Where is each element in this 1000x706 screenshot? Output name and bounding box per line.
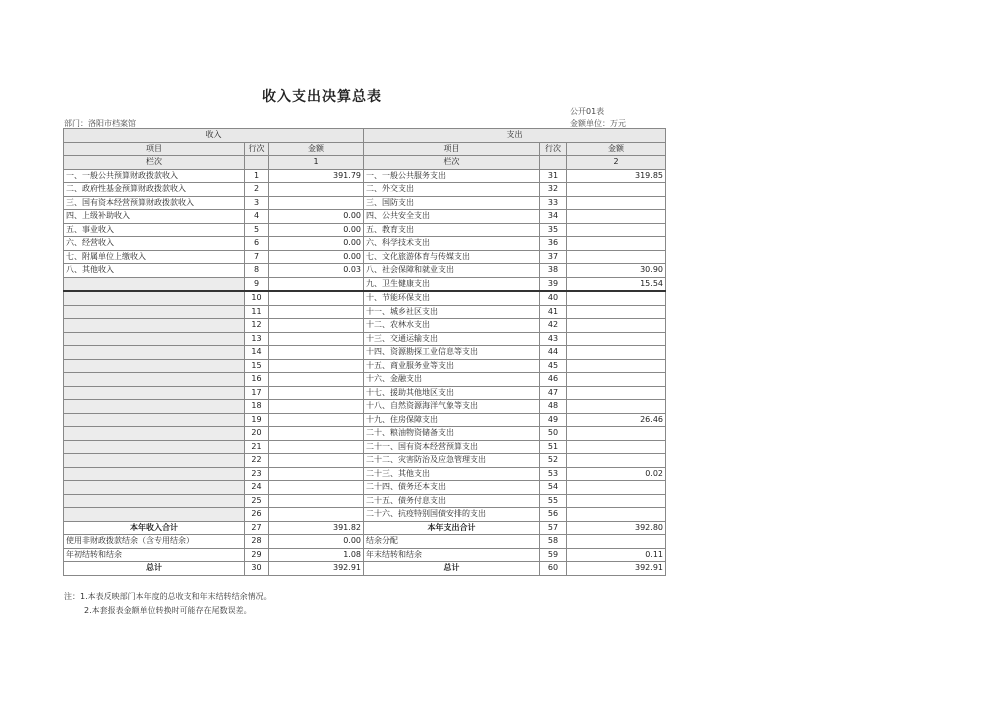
income-amount <box>269 277 364 291</box>
income-amount <box>269 427 364 441</box>
income-line: 2 <box>245 183 269 197</box>
income-amount <box>269 305 364 319</box>
table-row <box>64 237 666 251</box>
expense-total-amount <box>567 535 666 549</box>
income-line: 14 <box>245 346 269 360</box>
income-amount <box>269 359 364 373</box>
expense-total-amount: 0.11 <box>567 548 666 562</box>
income-line: 8 <box>245 264 269 278</box>
expense-amount <box>567 508 666 522</box>
income-total-item: 年初结转和结余 <box>64 548 245 562</box>
expense-item: 四、公共安全支出 <box>364 210 540 224</box>
expense-item: 二、外交支出 <box>364 183 540 197</box>
column-header-row <box>64 142 666 156</box>
expense-column-number: 2 <box>567 156 666 170</box>
expense-item: 十七、援助其他地区支出 <box>364 386 540 400</box>
expense-item: 二十二、灾害防治及应急管理支出 <box>364 454 540 468</box>
report-title: 收入支出决算总表 <box>262 89 382 105</box>
income-item <box>64 305 245 319</box>
income-column-number: 1 <box>269 156 364 170</box>
expense-item: 十四、资源勘探工业信息等支出 <box>364 346 540 360</box>
income-item <box>64 400 245 414</box>
expense-line: 47 <box>540 386 567 400</box>
income-total-item: 使用非财政拨款结余（含专用结余） <box>64 535 245 549</box>
expense-amount <box>567 237 666 251</box>
expense-amount-header: 金额 <box>567 142 666 156</box>
footnotes <box>64 590 272 618</box>
expense-column-label: 栏次 <box>364 156 540 170</box>
expense-amount <box>567 454 666 468</box>
income-line: 22 <box>245 454 269 468</box>
expense-line: 50 <box>540 427 567 441</box>
income-amount <box>269 291 364 305</box>
table-row <box>64 291 666 305</box>
table-row <box>64 264 666 278</box>
income-line: 3 <box>245 196 269 210</box>
income-line: 20 <box>245 427 269 441</box>
income-item <box>64 427 245 441</box>
expense-item: 二十六、抗疫特别国债安排的支出 <box>364 508 540 522</box>
income-total-line: 30 <box>245 562 269 576</box>
income-amount: 0.00 <box>269 250 364 264</box>
income-amount-header: 金额 <box>269 142 364 156</box>
income-line: 18 <box>245 400 269 414</box>
table-row <box>64 250 666 264</box>
expense-line: 42 <box>540 319 567 333</box>
expense-line: 51 <box>540 440 567 454</box>
income-item: 五、事业收入 <box>64 223 245 237</box>
total-row <box>64 535 666 549</box>
income-line: 5 <box>245 223 269 237</box>
expense-item: 六、科学技术支出 <box>364 237 540 251</box>
expense-line: 39 <box>540 277 567 291</box>
income-item <box>64 291 245 305</box>
income-item <box>64 440 245 454</box>
expense-item: 十八、自然资源海洋气象等支出 <box>364 400 540 414</box>
section-header-row <box>64 129 666 143</box>
income-item <box>64 319 245 333</box>
column-number-row <box>64 156 666 170</box>
table-row <box>64 481 666 495</box>
income-line: 12 <box>245 319 269 333</box>
income-line: 16 <box>245 373 269 387</box>
income-line: 17 <box>245 386 269 400</box>
table-row <box>64 413 666 427</box>
income-amount <box>269 332 364 346</box>
expense-item: 十六、金融支出 <box>364 373 540 387</box>
income-amount <box>269 346 364 360</box>
expense-line: 31 <box>540 169 567 183</box>
income-line: 9 <box>245 277 269 291</box>
form-number: 公开01表 <box>570 107 605 116</box>
income-item: 四、上级补助收入 <box>64 210 245 224</box>
income-amount <box>269 454 364 468</box>
expense-line: 49 <box>540 413 567 427</box>
income-item <box>64 277 245 291</box>
expense-amount <box>567 223 666 237</box>
income-amount <box>269 183 364 197</box>
expense-item-header: 项目 <box>364 142 540 156</box>
expense-amount <box>567 305 666 319</box>
income-line: 7 <box>245 250 269 264</box>
expense-amount <box>567 427 666 441</box>
expense-amount <box>567 400 666 414</box>
expense-item: 二十五、债务付息支出 <box>364 494 540 508</box>
expense-line: 38 <box>540 264 567 278</box>
income-total-amount: 392.91 <box>269 562 364 576</box>
expense-amount <box>567 481 666 495</box>
income-total-item: 本年收入合计 <box>64 521 245 535</box>
expense-amount <box>567 183 666 197</box>
income-item <box>64 413 245 427</box>
expense-item: 七、文化旅游体育与传媒支出 <box>364 250 540 264</box>
income-item <box>64 386 245 400</box>
income-item <box>64 481 245 495</box>
amount-unit-label: 金额单位：万元 <box>570 119 626 128</box>
income-amount: 0.03 <box>269 264 364 278</box>
expense-line: 52 <box>540 454 567 468</box>
table-row <box>64 373 666 387</box>
income-amount <box>269 494 364 508</box>
table-row <box>64 346 666 360</box>
expense-item: 二十四、债务还本支出 <box>364 481 540 495</box>
expense-amount <box>567 291 666 305</box>
income-item <box>64 454 245 468</box>
income-line: 21 <box>245 440 269 454</box>
income-amount: 391.79 <box>269 169 364 183</box>
expense-item: 一、一般公共服务支出 <box>364 169 540 183</box>
expense-amount <box>567 332 666 346</box>
income-line: 10 <box>245 291 269 305</box>
expense-item: 二十、粮油物资储备支出 <box>364 427 540 441</box>
expense-item: 五、教育支出 <box>364 223 540 237</box>
expense-line: 56 <box>540 508 567 522</box>
expense-amount: 30.90 <box>567 264 666 278</box>
table-row <box>64 400 666 414</box>
income-line-header: 行次 <box>245 142 269 156</box>
expense-line: 33 <box>540 196 567 210</box>
income-total-line: 27 <box>245 521 269 535</box>
income-expense-table <box>63 128 666 576</box>
expense-amount <box>567 346 666 360</box>
expense-item: 三、国防支出 <box>364 196 540 210</box>
table-row <box>64 210 666 224</box>
expense-amount <box>567 319 666 333</box>
table-row <box>64 467 666 481</box>
income-amount <box>269 319 364 333</box>
expense-section-header: 支出 <box>364 129 666 143</box>
income-total-line: 28 <box>245 535 269 549</box>
expense-total-line: 60 <box>540 562 567 576</box>
income-line: 23 <box>245 467 269 481</box>
income-amount: 0.00 <box>269 237 364 251</box>
income-amount <box>269 481 364 495</box>
income-line: 19 <box>245 413 269 427</box>
footnote-2: 2.本套报表金额单位转换时可能存在尾数误差。 <box>84 606 252 615</box>
table-row <box>64 440 666 454</box>
table-row <box>64 508 666 522</box>
table-row <box>64 277 666 291</box>
income-item <box>64 332 245 346</box>
table-row <box>64 332 666 346</box>
income-item-header: 项目 <box>64 142 245 156</box>
expense-line: 54 <box>540 481 567 495</box>
expense-total-line: 59 <box>540 548 567 562</box>
expense-amount <box>567 250 666 264</box>
expense-line: 32 <box>540 183 567 197</box>
income-amount <box>269 386 364 400</box>
income-line: 6 <box>245 237 269 251</box>
table-row <box>64 427 666 441</box>
expense-line: 41 <box>540 305 567 319</box>
income-line: 25 <box>245 494 269 508</box>
expense-amount <box>567 196 666 210</box>
expense-item: 九、卫生健康支出 <box>364 277 540 291</box>
expense-line-header: 行次 <box>540 142 567 156</box>
expense-line: 45 <box>540 359 567 373</box>
expense-total-item: 总计 <box>364 562 540 576</box>
expense-total-line: 58 <box>540 535 567 549</box>
income-amount: 0.00 <box>269 210 364 224</box>
table-row <box>64 319 666 333</box>
income-total-amount: 391.82 <box>269 521 364 535</box>
income-line: 11 <box>245 305 269 319</box>
footnote-1: 注：1.本表反映部门本年度的总收支和年末结转结余情况。 <box>64 592 272 601</box>
expense-amount <box>567 359 666 373</box>
expense-line: 34 <box>540 210 567 224</box>
expense-line-blank <box>540 156 567 170</box>
expense-line: 46 <box>540 373 567 387</box>
table-row <box>64 196 666 210</box>
table-row <box>64 454 666 468</box>
table-row <box>64 386 666 400</box>
income-item: 二、政府性基金预算财政拨款收入 <box>64 183 245 197</box>
income-item: 三、国有资本经营预算财政拨款收入 <box>64 196 245 210</box>
expense-total-item: 年末结转和结余 <box>364 548 540 562</box>
income-line: 26 <box>245 508 269 522</box>
expense-item: 十五、商业服务业等支出 <box>364 359 540 373</box>
expense-amount: 319.85 <box>567 169 666 183</box>
expense-item: 十三、交通运输支出 <box>364 332 540 346</box>
expense-amount <box>567 440 666 454</box>
income-amount: 0.00 <box>269 223 364 237</box>
table-row <box>64 183 666 197</box>
income-total-amount: 1.08 <box>269 548 364 562</box>
income-amount <box>269 196 364 210</box>
income-item <box>64 373 245 387</box>
table-row <box>64 223 666 237</box>
income-item <box>64 359 245 373</box>
income-item: 一、一般公共预算财政拨款收入 <box>64 169 245 183</box>
total-row <box>64 521 666 535</box>
expense-line: 44 <box>540 346 567 360</box>
income-total-line: 29 <box>245 548 269 562</box>
expense-line: 35 <box>540 223 567 237</box>
expense-amount: 0.02 <box>567 467 666 481</box>
income-amount <box>269 373 364 387</box>
expense-total-item: 本年支出合计 <box>364 521 540 535</box>
expense-item: 八、社会保障和就业支出 <box>364 264 540 278</box>
expense-amount <box>567 494 666 508</box>
expense-item: 十九、住房保障支出 <box>364 413 540 427</box>
expense-total-amount: 392.91 <box>567 562 666 576</box>
expense-item: 十二、农林水支出 <box>364 319 540 333</box>
expense-line: 43 <box>540 332 567 346</box>
income-amount <box>269 508 364 522</box>
total-row <box>64 562 666 576</box>
expense-total-line: 57 <box>540 521 567 535</box>
expense-amount <box>567 210 666 224</box>
income-total-amount: 0.00 <box>269 535 364 549</box>
income-item: 八、其他收入 <box>64 264 245 278</box>
expense-item: 十一、城乡社区支出 <box>364 305 540 319</box>
expense-line: 53 <box>540 467 567 481</box>
expense-line: 55 <box>540 494 567 508</box>
income-line: 15 <box>245 359 269 373</box>
income-amount <box>269 467 364 481</box>
expense-amount <box>567 386 666 400</box>
expense-item: 二十一、国有资本经营预算支出 <box>364 440 540 454</box>
table-row <box>64 494 666 508</box>
income-column-label: 栏次 <box>64 156 245 170</box>
expense-item: 二十三、其他支出 <box>364 467 540 481</box>
income-line: 1 <box>245 169 269 183</box>
income-amount <box>269 413 364 427</box>
expense-amount: 15.54 <box>567 277 666 291</box>
expense-line: 48 <box>540 400 567 414</box>
income-item: 六、经营收入 <box>64 237 245 251</box>
expense-amount <box>567 373 666 387</box>
income-line: 4 <box>245 210 269 224</box>
expense-amount: 26.46 <box>567 413 666 427</box>
income-amount <box>269 400 364 414</box>
expense-total-item: 结余分配 <box>364 535 540 549</box>
income-item <box>64 467 245 481</box>
income-line-blank <box>245 156 269 170</box>
income-item: 七、附属单位上缴收入 <box>64 250 245 264</box>
income-line: 13 <box>245 332 269 346</box>
total-row <box>64 548 666 562</box>
table-row <box>64 169 666 183</box>
expense-item: 十、节能环保支出 <box>364 291 540 305</box>
income-line: 24 <box>245 481 269 495</box>
expense-total-amount: 392.80 <box>567 521 666 535</box>
expense-line: 36 <box>540 237 567 251</box>
income-item <box>64 494 245 508</box>
department-label: 部门：洛阳市档案馆 <box>64 119 136 128</box>
income-item <box>64 346 245 360</box>
income-item <box>64 508 245 522</box>
table-row <box>64 305 666 319</box>
expense-line: 40 <box>540 291 567 305</box>
expense-line: 37 <box>540 250 567 264</box>
income-amount <box>269 440 364 454</box>
income-total-item: 总计 <box>64 562 245 576</box>
income-section-header: 收入 <box>64 129 364 143</box>
table-row <box>64 359 666 373</box>
